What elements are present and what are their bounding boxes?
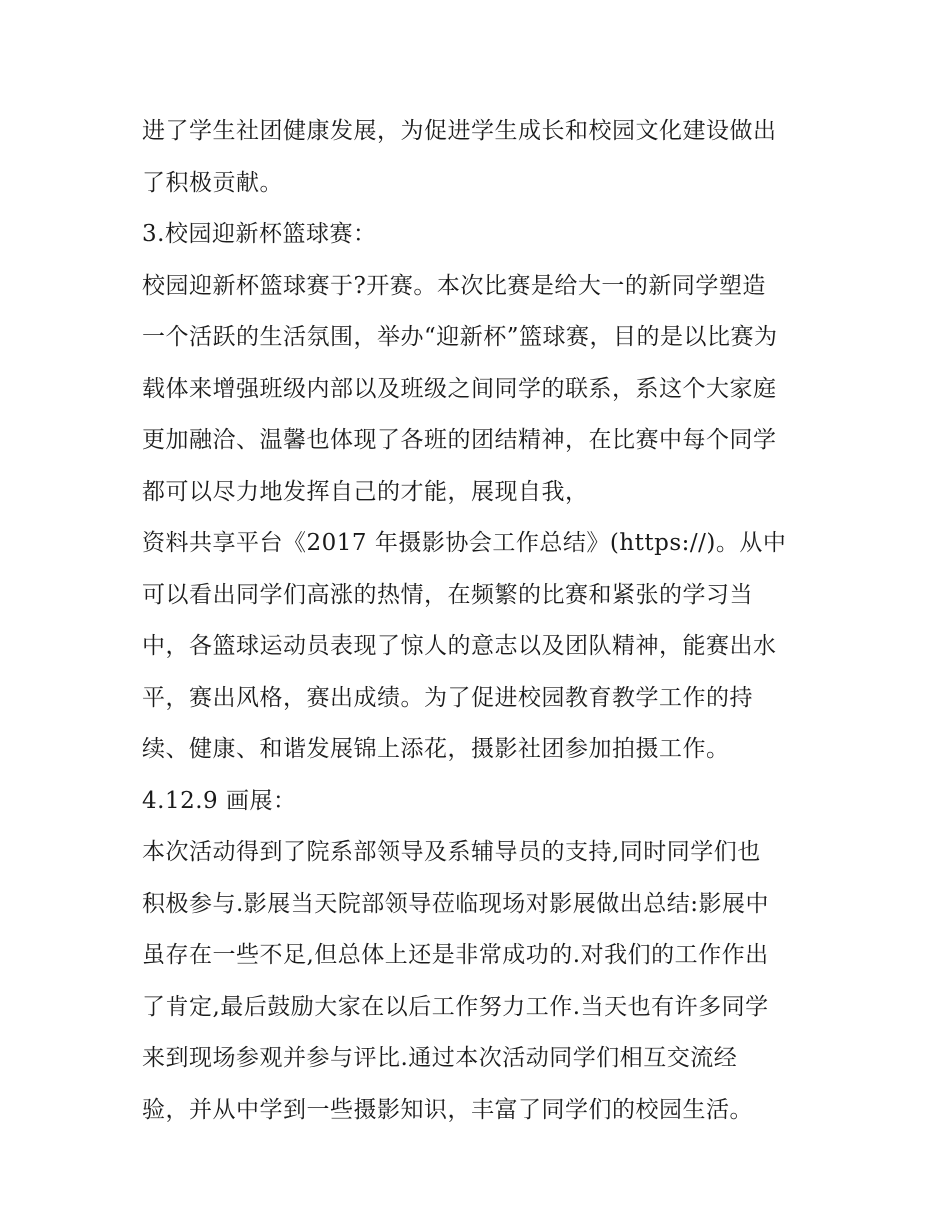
text-line: 平，赛出风格，赛出成绩。为了促进校园教育教学工作的持 <box>142 684 753 711</box>
document-body <box>142 106 832 1136</box>
text-line: 资料共享平台《2017 年摄影协会工作总结》(https://)。从中 <box>142 530 787 556</box>
text-line: 都可以尽力地发挥自己的才能，展现自我， <box>142 478 589 505</box>
text-line: 中，各篮球运动员表现了惊人的意志以及团队精神，能赛出水 <box>142 633 777 659</box>
section-heading: 3.校园迎新杯篮球赛： <box>142 221 377 247</box>
text-line: 一个活跃的生活氛围，举办“迎新杯”篮球赛，目的是以比赛为 <box>142 324 778 350</box>
text-line: 本次活动得到了院系部领导及系辅导员的支持,同时同学们也 <box>142 839 761 865</box>
section-heading: 4.12.9 画展： <box>142 787 297 814</box>
text-line: 了积极贡献。 <box>142 169 283 196</box>
text-line: 更加融洽、温馨也体现了各班的团结精神，在比赛中每个同学 <box>142 427 777 453</box>
text-line: 来到现场参观并参与评比.通过本次活动同学们相互交流经 <box>142 1045 738 1071</box>
text-line: 续、健康、和谐发展锦上添花，摄影社团参加拍摄工作。 <box>142 736 730 762</box>
text-line: 校园迎新杯篮球赛于?开赛。本次比赛是给大一的新同学塑造 <box>142 272 766 299</box>
text-line: 载体来增强班级内部以及班级之间同学的联系，系这个大家庭 <box>142 375 777 402</box>
text-line: 可以看出同学们高涨的热情，在频繁的比赛和紧张的学习当 <box>142 581 753 608</box>
text-line: 验，并从中学到一些摄影知识，丰富了同学们的校园生活。 <box>142 1096 753 1123</box>
text-line: 虽存在一些不足,但总体上还是非常成功的.对我们的工作作出 <box>142 942 769 968</box>
text-line: 进了学生社团健康发展，为促进学生成长和校园文化建设做出 <box>142 118 777 144</box>
text-line: 积极参与.影展当天院部领导莅临现场对影展做出总结:影展中 <box>142 890 770 917</box>
text-line: 了肯定,最后鼓励大家在以后工作努力工作.当天也有许多同学 <box>142 993 769 1020</box>
